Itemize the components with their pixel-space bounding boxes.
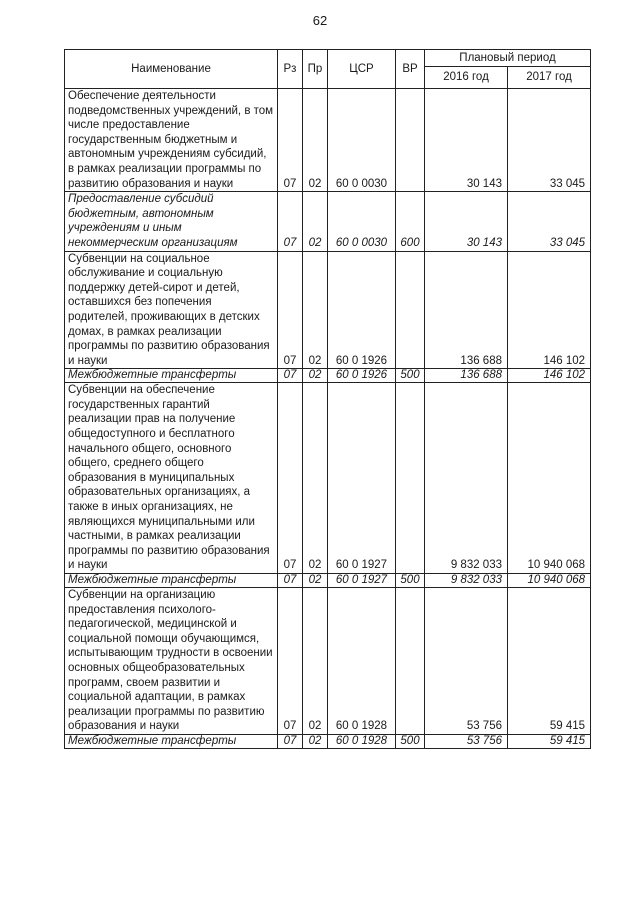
row-2016: 30 143 [425, 192, 508, 251]
row-rz: 07 [278, 369, 303, 383]
row-2017: 33 045 [508, 192, 591, 251]
row-2016: 53 756 [425, 588, 508, 735]
row-csr: 60 0 1927 [328, 574, 396, 588]
row-pr: 02 [303, 574, 328, 588]
table-row [65, 89, 591, 192]
row-name: Субвенции на организацию предоставления психолого-педагогической, медицинской и социальной помощи обучающимся, испытывающим трудности в освоении основных общеобразовательных программ, своем развитии и социальной адаптации, в рамках реализации программы по развитию образования и науки [65, 588, 278, 735]
row-2017: 59 415 [508, 588, 591, 735]
row-rz: 07 [278, 574, 303, 588]
row-csr: 60 0 1928 [328, 734, 396, 748]
page-number: 62 [312, 13, 328, 28]
row-rz: 07 [278, 89, 303, 192]
row-2016: 9 832 033 [425, 383, 508, 574]
row-2017: 146 102 [508, 369, 591, 383]
row-pr: 02 [303, 251, 328, 369]
row-vr: 500 [396, 369, 425, 383]
row-rz: 07 [278, 588, 303, 735]
row-csr: 60 0 1926 [328, 369, 396, 383]
row-name: Межбюджетные трансферты [65, 574, 278, 588]
row-name: Субвенции на социальное обслуживание и социальную поддержку детей-сирот и детей, оставшихся без попечения родителей, проживающих в детских домах, в рамках реализации программы по развитию образования и науки [65, 251, 278, 369]
table-row [65, 383, 591, 574]
row-name: Обеспечение деятельности подведомственных учреждений, в том числе предоставление государственным бюджетным и автономным учреждениям субсидий, в рамках реализации программы по развитию образования и науки [65, 89, 278, 192]
row-vr [396, 383, 425, 574]
row-2016: 136 688 [425, 369, 508, 383]
row-rz: 07 [278, 251, 303, 369]
table-row [65, 588, 591, 735]
table-row [65, 734, 591, 748]
row-name: Предоставление субсидий бюджетным, автономным учреждениям и иным некоммерческим организациям [65, 192, 278, 251]
header-planned-period: Плановый период [425, 50, 591, 67]
row-name: Межбюджетные трансферты [65, 734, 278, 748]
header-rz: Рз [278, 50, 303, 89]
row-pr: 02 [303, 192, 328, 251]
row-vr: 500 [396, 574, 425, 588]
header-csr: ЦСР [328, 50, 396, 89]
row-pr: 02 [303, 89, 328, 192]
row-csr: 60 0 0030 [328, 192, 396, 251]
row-csr: 60 0 1926 [328, 251, 396, 369]
row-csr: 60 0 1927 [328, 383, 396, 574]
row-csr: 60 0 0030 [328, 89, 396, 192]
row-2017: 146 102 [508, 251, 591, 369]
row-2017: 10 940 068 [508, 574, 591, 588]
table-row [65, 369, 591, 383]
row-2017: 10 940 068 [508, 383, 591, 574]
header-year-2017: 2017 год [508, 67, 591, 89]
row-rz: 07 [278, 192, 303, 251]
header-pr: Пр [303, 50, 328, 89]
row-pr: 02 [303, 369, 328, 383]
row-2017: 33 045 [508, 89, 591, 192]
row-vr [396, 89, 425, 192]
header-vr: ВР [396, 50, 425, 89]
row-pr: 02 [303, 588, 328, 735]
row-rz: 07 [278, 734, 303, 748]
row-2016: 9 832 033 [425, 574, 508, 588]
row-csr: 60 0 1928 [328, 588, 396, 735]
row-pr: 02 [303, 734, 328, 748]
row-vr: 600 [396, 192, 425, 251]
row-vr [396, 588, 425, 735]
row-2016: 53 756 [425, 734, 508, 748]
budget-table [64, 49, 591, 749]
row-2016: 136 688 [425, 251, 508, 369]
header-year-2016: 2016 год [425, 67, 508, 89]
row-name: Субвенции на обеспечение государственных гарантий реализации прав на получение общедоступного и бесплатного начального общего, основного общего, среднего общего образования в муниципальных образовательных организациях, а также в иных организациях, не являющихся муниципальными или частными, в рамках реализации программы по развитию образования и науки [65, 383, 278, 574]
row-vr: 500 [396, 734, 425, 748]
table-row [65, 192, 591, 251]
table-row [65, 251, 591, 369]
row-vr [396, 251, 425, 369]
table-row [65, 574, 591, 588]
header-name: Наименование [65, 50, 278, 89]
row-pr: 02 [303, 383, 328, 574]
row-name: Межбюджетные трансферты [65, 369, 278, 383]
row-2017: 59 415 [508, 734, 591, 748]
row-2016: 30 143 [425, 89, 508, 192]
row-rz: 07 [278, 383, 303, 574]
